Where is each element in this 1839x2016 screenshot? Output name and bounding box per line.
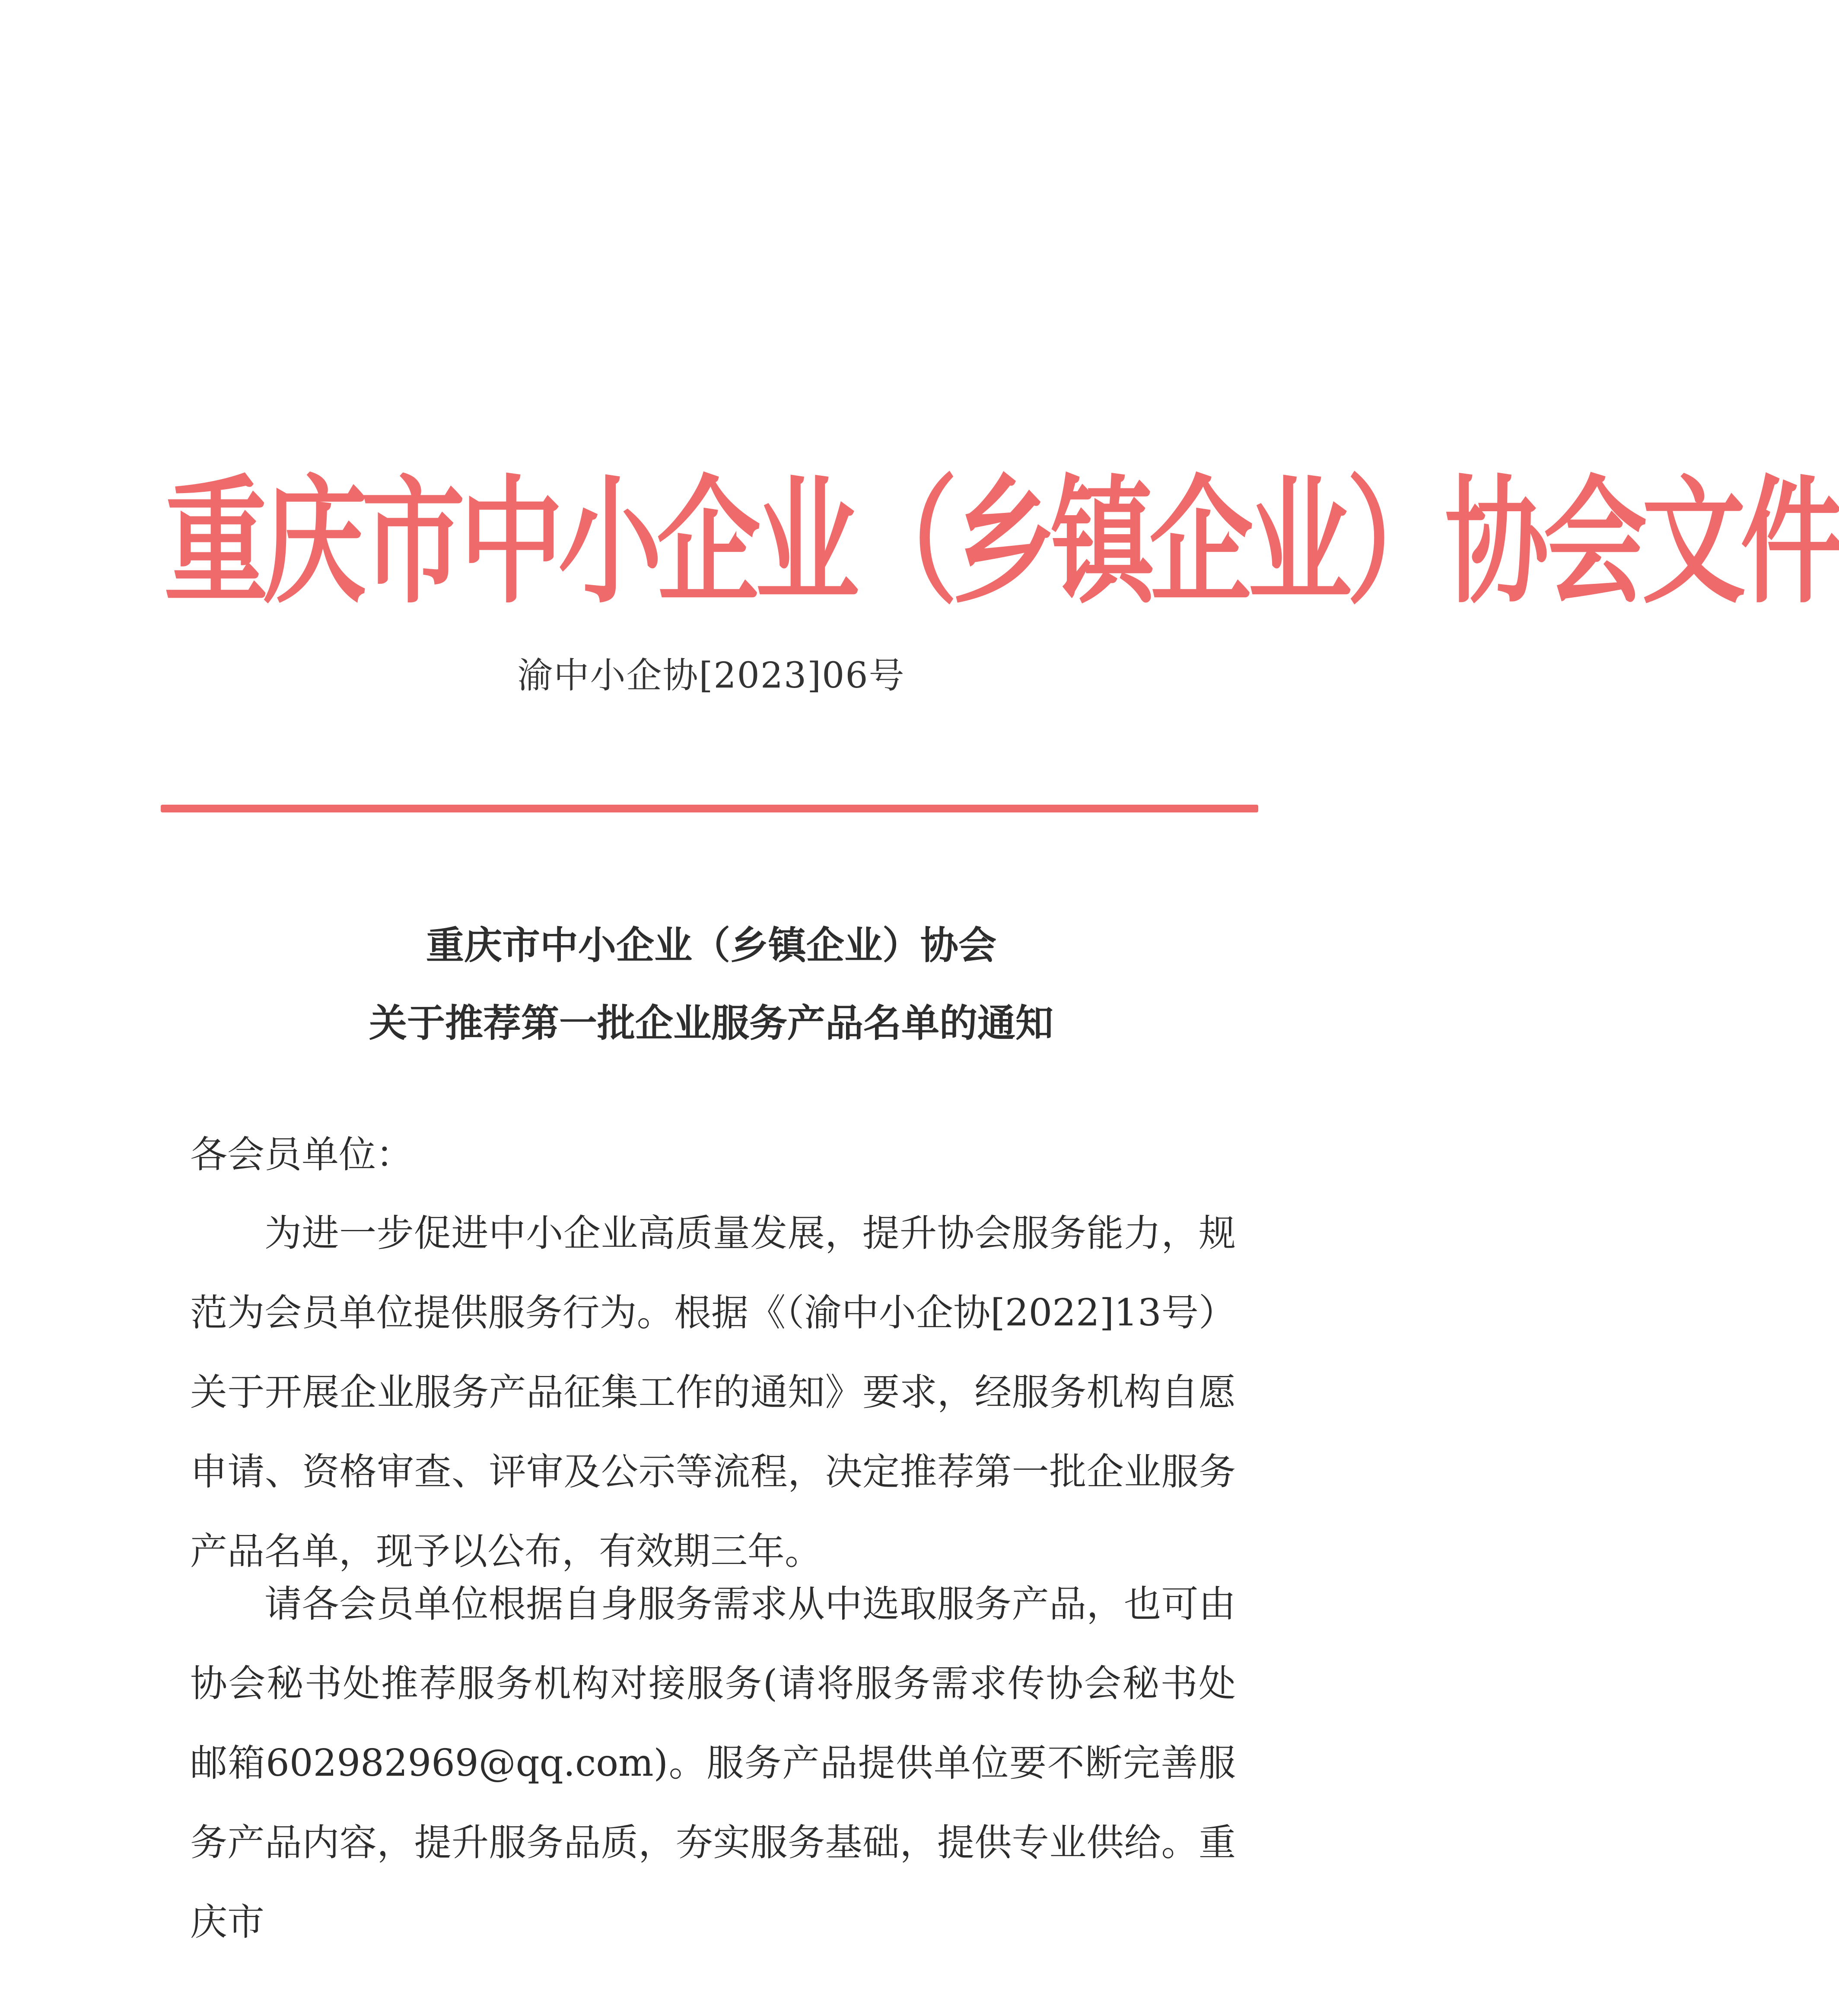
header-divider	[161, 805, 1258, 812]
body-paragraph-1: 为进一步促进中小企业高质量发展，提升协会服务能力，规范为会员单位提供服务行为。根据《（渝中小企协[2022]13号）关于开展企业服务产品征集工作的通知》要求，经服务机构自愿申请、资格审查、评审及公示等流程，决定推荐第一批企业服务产品名单，现予以公布，有效期三年。	[190, 1212, 1236, 1573]
salutation: 各会员单位：	[190, 1133, 413, 1176]
notice-title-line-2: 关于推荐第一批企业服务产品名单的通知	[369, 1001, 1053, 1045]
document-number: 渝中小企协[2023]06号	[517, 655, 905, 696]
notice-title-line-1: 重庆市中小企业（乡镇企业）协会	[426, 923, 996, 968]
body-paragraph-2: 请各会员单位根据自身服务需求从中选取服务产品，也可由协会秘书处推荐服务机构对接服务(请将服务需求传协会秘书处邮箱602982969@qq.com)。服务产品提供单位要不断完善服务产品内容，提升服务品质，夯实服务基础，提供专业供给。重庆市	[190, 1583, 1236, 1944]
document-header-title: 重庆市中小企业（乡镇企业）协会文件	[164, 462, 1839, 622]
